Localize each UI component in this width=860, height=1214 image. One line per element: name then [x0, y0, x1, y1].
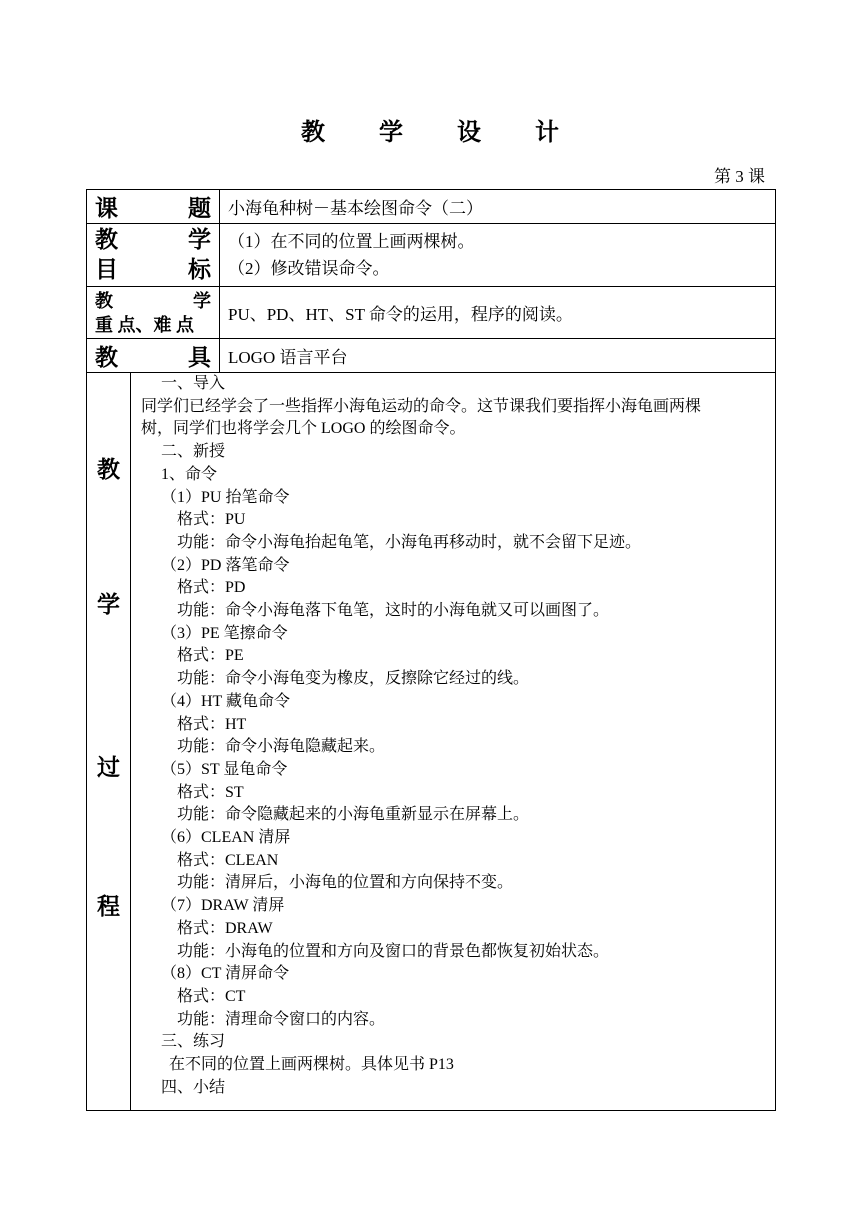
process-line: 格式：PE — [177, 647, 244, 665]
process-line: 格式：HT — [177, 715, 247, 733]
tools-label: 教 具 — [87, 339, 220, 373]
process-line: （2）PD 落笔命令 — [161, 556, 290, 574]
goals-row — [87, 224, 776, 287]
process-line: 格式：CT — [177, 987, 246, 1005]
process-line: 格式：PU — [177, 511, 246, 529]
process-line: 同学们已经学会了一些指挥小海龟运动的命令。这节课我们要指挥小海龟画两棵 — [141, 397, 702, 415]
lesson-number: 第 3 课 — [714, 167, 765, 186]
process-row — [87, 373, 776, 1111]
process-line: 格式：DRAW — [177, 919, 273, 937]
process-line: （8）CT 清屏命令 — [161, 965, 290, 983]
process-line: 二、新授 — [161, 443, 226, 461]
key-points-value: PU、PD、HT、ST 命令的运用，程序的阅读。 — [220, 287, 776, 339]
key-points-row — [87, 287, 776, 339]
process-body — [131, 373, 776, 1111]
process-line: （5）ST 显龟命令 — [161, 760, 288, 778]
process-line: 功能：命令小海龟隐藏起来。 — [177, 738, 386, 756]
process-line: 功能：清理命令窗口的内容。 — [177, 1010, 386, 1028]
process-line: 功能：清屏后，小海龟的位置和方向保持不变。 — [177, 874, 514, 892]
goals-label: 教 学 目 标 — [87, 224, 220, 287]
process-line: （6）CLEAN 清屏 — [161, 829, 291, 847]
tools-value: LOGO 语言平台 — [220, 339, 776, 373]
process-line: 功能：命令小海龟变为橡皮，反擦除它经过的线。 — [177, 670, 530, 688]
process-line: （1）PU 抬笔命令 — [161, 488, 290, 506]
process-line: 四、小结 — [161, 1078, 226, 1096]
process-line: 格式：CLEAN — [177, 851, 279, 869]
process-label-char: 学 — [97, 592, 120, 617]
process-line: 树，同学们也将学会几个 LOGO 的绘图命令。 — [141, 420, 466, 438]
process-label-char: 过 — [97, 755, 120, 780]
process-line: 一、导入 — [161, 375, 226, 392]
process-line: 三、练习 — [161, 1033, 226, 1051]
goal-item: （2）修改错误命令。 — [228, 259, 390, 278]
process-line: 1、命令 — [161, 465, 218, 483]
process-line: 功能：命令小海龟抬起龟笔，小海龟再移动时，就不会留下足迹。 — [177, 533, 642, 551]
process-lines — [141, 373, 769, 1100]
tools-row — [87, 339, 776, 373]
process-label-char: 教 — [97, 457, 120, 482]
process-line: 功能：命令小海龟落下龟笔，这时的小海龟就又可以画图了。 — [177, 602, 610, 620]
process-line: 格式：PD — [177, 579, 246, 597]
lesson-plan-table — [86, 189, 776, 1111]
key-points-label: 教 学 重 点、难 点 — [87, 287, 220, 339]
process-line: 格式：ST — [177, 783, 244, 801]
topic-label: 课 题 — [87, 190, 220, 224]
process-line: （7）DRAW 清屏 — [161, 897, 285, 915]
process-line: （3）PE 笔擦命令 — [161, 624, 288, 642]
process-line: 在不同的位置上画两棵树。具体见书 P13 — [169, 1056, 454, 1074]
goals-value — [220, 224, 776, 287]
process-label — [87, 373, 131, 1111]
topic-row — [87, 190, 776, 224]
process-line: （4）HT 藏龟命令 — [161, 692, 291, 710]
topic-value: 小海龟种树－基本绘图命令（二） — [220, 190, 776, 224]
process-line: 功能：命令隐藏起来的小海龟重新显示在屏幕上。 — [177, 806, 530, 824]
document-title: 教 学 设 计 — [301, 120, 583, 146]
process-label-char: 程 — [97, 894, 120, 919]
process-line: 功能：小海龟的位置和方向及窗口的背景色都恢复初始状态。 — [177, 942, 610, 960]
goal-item: （1）在不同的位置上画两棵树。 — [228, 232, 475, 251]
